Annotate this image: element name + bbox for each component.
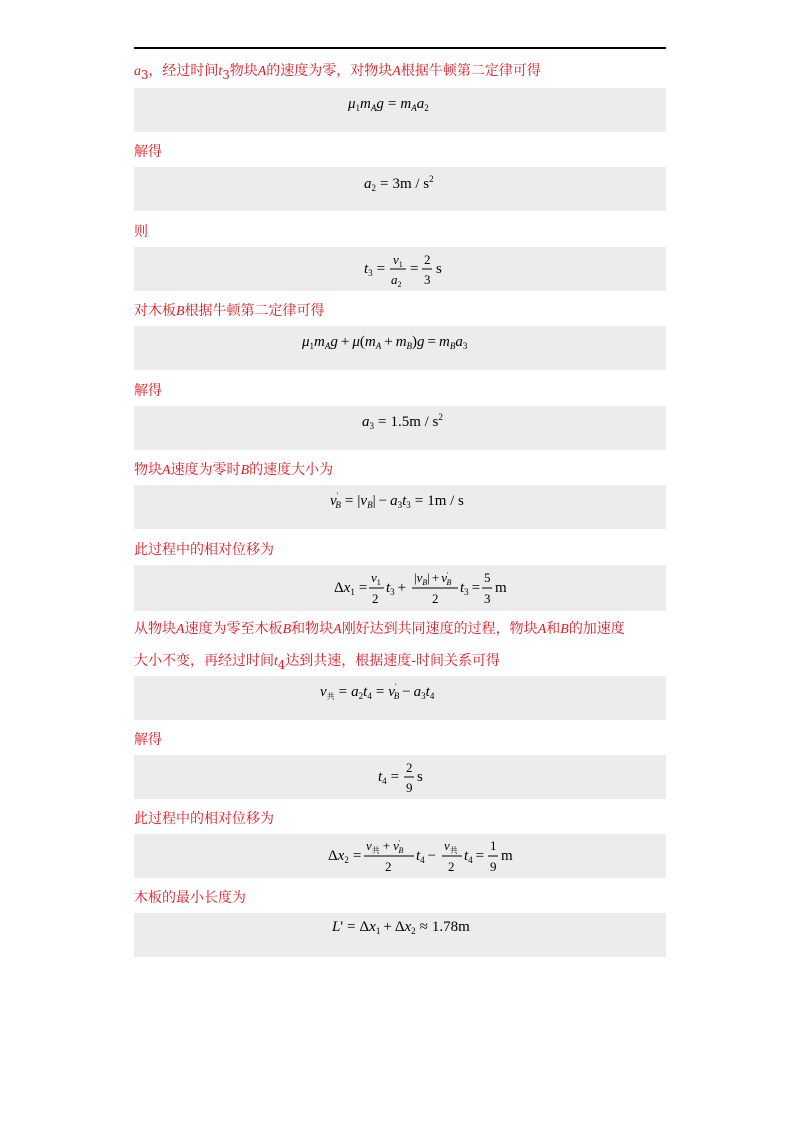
formula-9 <box>134 755 666 799</box>
formula-9-svg <box>300 755 500 799</box>
svg-text:2: 2 <box>385 859 392 874</box>
step-11-label: 木板的最小长度为 <box>134 890 246 906</box>
svg-text:L'=Δx1+Δx2≈1.78m: $L' = \Delta x_1 + \Delta x_2 \approx 1.78m$ <box>332 919 470 936</box>
svg-text:3: 3 <box>424 272 431 287</box>
svg-text:t4−: $t_4$ − <box>416 848 437 865</box>
formula-11 <box>134 913 666 957</box>
formula-10-svg <box>280 834 520 878</box>
step-8-label-line-2: 大小不变，再经过时间$t_4$达到共速，根据速度-时间关系可得 <box>134 653 501 672</box>
step-7-label: 此过程中的相对位移为 <box>134 542 274 558</box>
formula-4-svg <box>280 326 520 366</box>
svg-text:v共=a2t4=v′B−a3t4: $v_共 = a_2t_4 = v'$ $B - a_3t_4$ <box>320 682 435 701</box>
header-rule <box>134 47 666 49</box>
svg-text:t4=: $t_4$ = <box>378 769 400 786</box>
step-8-label-line-1: 从物块A速度为零至木板B和物块A刚好达到共同速度的过程，物块A和B的加速度 <box>134 621 625 637</box>
formula-4 <box>134 326 666 370</box>
step-10 <box>134 809 666 829</box>
svg-text:|vB|+v′B: $|v_B| + v'$ B <box>414 570 452 587</box>
svg-text:2: 2 <box>372 591 379 606</box>
step-2-label: 解得 <box>134 144 162 160</box>
step-6-label: 物块A速度为零时B的速度大小为 <box>134 462 334 478</box>
step-6 <box>134 460 666 481</box>
svg-text:2: 2 <box>432 591 439 606</box>
svg-text:2: 2 <box>448 859 455 874</box>
svg-text:t3+: $t_3$ + <box>386 580 407 597</box>
formula-5 <box>134 406 666 450</box>
svg-text:3: 3 <box>484 591 491 606</box>
step-4 <box>134 301 666 322</box>
step-9 <box>134 730 666 750</box>
formula-5-svg <box>300 406 500 446</box>
svg-text:s: s <box>436 261 442 277</box>
svg-text:2: 2 <box>406 760 413 775</box>
svg-text:Δx2=: $\Delta x_2$ = <box>328 848 362 865</box>
svg-text:a2=3m / s2: $a_2 = 3m / s^2$ <box>364 174 434 193</box>
formula-1 <box>134 88 666 132</box>
svg-text:s: s <box>417 769 423 785</box>
formula-10 <box>134 834 666 878</box>
formula-3-svg <box>300 247 500 291</box>
svg-text:v′B=|vB|−a3t3=1m / s: v′ $B = |v_B| - a_3t_3 = 1m / s$ <box>330 491 464 510</box>
step-2 <box>134 142 666 162</box>
formula-2 <box>134 167 666 211</box>
svg-text:9: 9 <box>406 780 413 795</box>
step-9-label: 解得 <box>134 732 162 748</box>
formula-6-svg <box>290 485 510 525</box>
formula-7 <box>134 565 666 611</box>
svg-text:μ1mAg=mAa2: $\mu_1m_Ag = m_Aa_2$ <box>348 96 429 113</box>
step-3 <box>134 222 666 242</box>
svg-text:v共: $v_共$ <box>444 838 458 855</box>
formula-1-svg <box>300 88 500 128</box>
svg-text:m: m <box>501 848 513 864</box>
svg-text:9: 9 <box>490 859 497 874</box>
svg-text:t3=: $t_3$ = <box>364 261 386 278</box>
svg-text:t4=: $t_4$ = <box>464 848 485 865</box>
step-5-label: 解得 <box>134 383 162 399</box>
svg-text:5: 5 <box>484 570 491 585</box>
svg-text:t3=: $t_3$ = <box>460 580 481 597</box>
svg-text:a2: $a_2$ <box>391 272 402 289</box>
step-1-label: $a_3$，经过时间$t_3$物块A的速度为零，对物块A根据牛顿第二定律可得 <box>134 63 541 82</box>
svg-text:v1: $v_1$ <box>393 252 403 269</box>
step-8 <box>134 619 666 675</box>
formula-3 <box>134 247 666 291</box>
formula-7-svg <box>280 565 520 611</box>
step-5 <box>134 381 666 401</box>
formula-8 <box>134 676 666 720</box>
step-1 <box>134 61 666 85</box>
svg-text:a3=1.5m / s2: $a_3 = 1.5m / s^2$ <box>362 412 443 431</box>
formula-2-svg <box>300 167 500 207</box>
svg-text:v共+v′B: $v_共 + v'$ B <box>366 838 404 855</box>
svg-text:v1: $v_1$ <box>371 570 381 587</box>
formula-8-svg <box>290 676 510 716</box>
formula-6 <box>134 485 666 529</box>
svg-text:Δx1=: $\Delta x_1$ = <box>334 580 368 597</box>
svg-text:m: m <box>495 580 507 596</box>
step-4-label: 对木板B根据牛顿第二定律可得 <box>134 303 325 319</box>
formula-11-svg <box>290 913 510 953</box>
svg-text:=: = <box>410 261 419 277</box>
step-3-label: 则 <box>134 224 148 240</box>
svg-text:1: 1 <box>490 838 497 853</box>
svg-text:2: 2 <box>424 252 431 267</box>
step-11 <box>134 888 666 908</box>
svg-text:μ1mAg+μ(mA+mB)g=mBa3: $\mu_1m_Ag + \mu(m_A + m_B)g = m_Ba_3$ <box>302 334 468 351</box>
step-10-label: 此过程中的相对位移为 <box>134 811 274 827</box>
step-7 <box>134 540 666 560</box>
